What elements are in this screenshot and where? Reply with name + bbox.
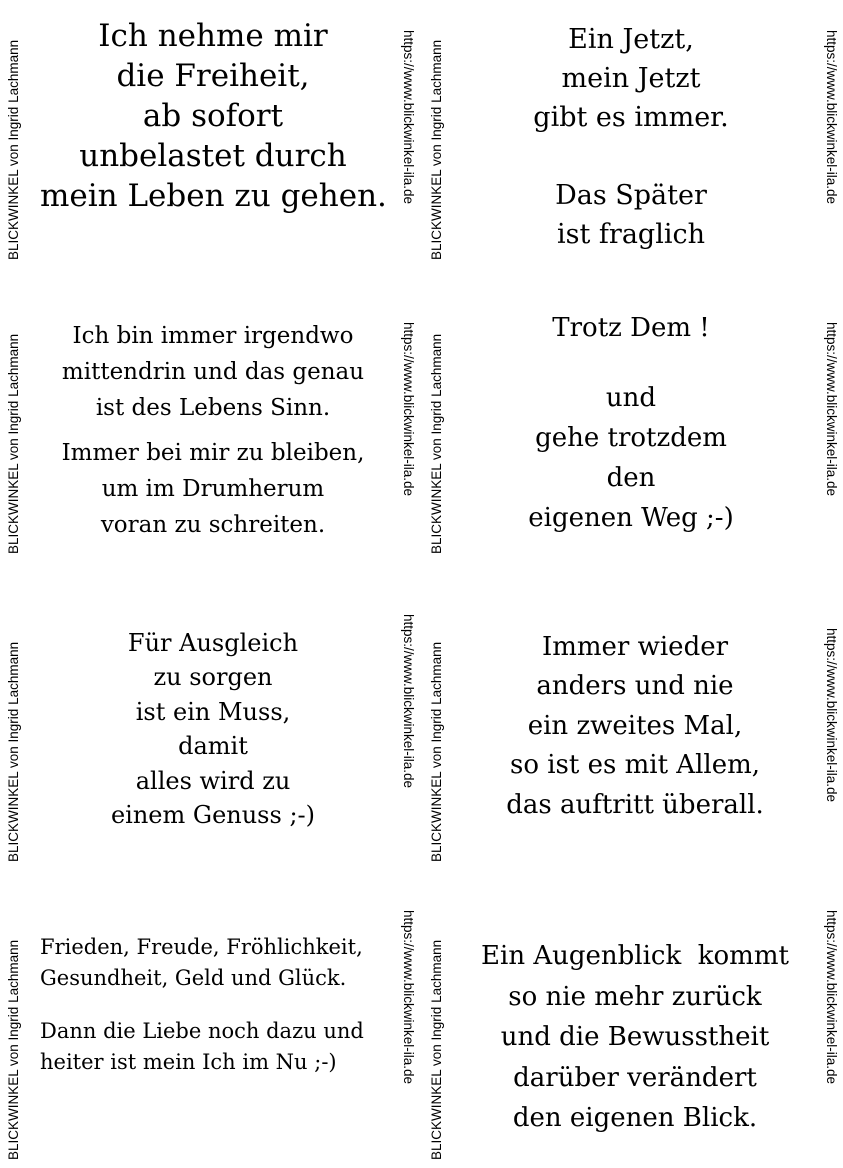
- quote-line: anders und nie: [536, 671, 734, 702]
- quote-line: ein zweites Mal,: [527, 710, 743, 741]
- quote-card: [0, 292, 421, 584]
- quote-line: Gesundheit, Geld und Glück.: [40, 966, 347, 990]
- author-credit: BLICKWINKEL von Ingrid Lachmann: [429, 333, 444, 554]
- quote-text: [475, 628, 795, 825]
- website-url: https://www.blickwinkel-ila.de: [824, 30, 839, 205]
- quote-line: Das Später: [555, 180, 707, 211]
- author-credit: BLICKWINKEL von Ingrid Lachmann: [429, 939, 444, 1160]
- quote-line: den: [606, 463, 656, 493]
- website-url: https://www.blickwinkel-ila.de: [401, 910, 416, 1085]
- author-credit: BLICKWINKEL von Ingrid Lachmann: [6, 641, 21, 862]
- author-credit: BLICKWINKEL von Ingrid Lachmann: [429, 39, 444, 260]
- quote-card: [0, 876, 421, 1168]
- quote-text: [481, 20, 781, 254]
- quote-line: eigenen Weg ;-): [528, 503, 734, 533]
- website-url: https://www.blickwinkel-ila.de: [401, 30, 416, 205]
- quote-paragraph: [40, 932, 386, 994]
- quote-paragraph: [465, 936, 805, 1139]
- quote-line: das auftritt überall.: [506, 789, 764, 820]
- quote-line: ist des Lebens Sinn.: [95, 395, 331, 421]
- author-credit: BLICKWINKEL von Ingrid Lachmann: [6, 39, 21, 260]
- website-url: https://www.blickwinkel-ila.de: [401, 614, 416, 789]
- quote-paragraph: [481, 308, 781, 348]
- quote-line: Ich bin immer irgendwo: [72, 323, 354, 349]
- quote-paragraph: [40, 626, 386, 832]
- quote-line: zu sorgen: [153, 663, 273, 692]
- quote-line: heiter ist mein Ich im Nu ;-): [40, 1050, 337, 1074]
- quote-paragraph: [40, 318, 386, 426]
- quote-text: [40, 932, 386, 1078]
- quote-line: voran zu schreiten.: [100, 512, 326, 538]
- quote-text: [481, 308, 781, 538]
- quote-line: gehe trotzdem: [535, 423, 727, 453]
- quote-line: ist fraglich: [557, 219, 705, 250]
- quote-line: einem Genuss ;-): [110, 801, 316, 830]
- website-url: https://www.blickwinkel-ila.de: [824, 910, 839, 1085]
- quote-paragraph: [481, 176, 781, 254]
- quote-line: so nie mehr zurück: [508, 981, 762, 1012]
- quote-line: Ein Jetzt,: [568, 24, 694, 55]
- quote-paragraph: [481, 378, 781, 538]
- quote-card: [421, 584, 842, 876]
- quote-line: mein Leben zu gehen.: [40, 178, 387, 214]
- quote-line: Trotz Dem !: [552, 313, 710, 343]
- quote-line: alles wird zu: [135, 766, 291, 795]
- website-url: https://www.blickwinkel-ila.de: [824, 322, 839, 497]
- quote-line: Dann die Liebe noch dazu und: [40, 1019, 364, 1043]
- quote-text: [465, 936, 805, 1139]
- quote-line: Ein Augenblick kommt: [481, 941, 789, 971]
- quote-card: [421, 876, 842, 1168]
- quote-line: gibt es immer.: [533, 102, 729, 133]
- quote-card: [0, 0, 421, 292]
- quote-line: Immer wieder: [541, 632, 729, 662]
- quote-line: und die Bewusstheit: [500, 1022, 770, 1052]
- quote-line: damit: [178, 732, 248, 761]
- quote-line: Ich nehme mir: [98, 18, 328, 54]
- quote-card: [421, 292, 842, 584]
- quote-paragraph: [475, 628, 795, 825]
- quote-line: Für Ausgleich: [127, 629, 299, 657]
- quote-line: ab sofort: [142, 98, 284, 134]
- quote-line: den eigenen Blick.: [512, 1103, 758, 1133]
- quote-line: unbelastet durch: [79, 138, 347, 174]
- quote-text: [40, 318, 386, 543]
- quote-text: [40, 626, 386, 832]
- quote-line: mittendrin und das genau: [61, 359, 365, 385]
- quote-line: darüber verändert: [513, 1062, 757, 1093]
- quote-line: die Freiheit,: [116, 58, 310, 94]
- quote-card: [421, 0, 842, 292]
- quote-line: und: [605, 383, 657, 413]
- quote-line: um im Drumherum: [101, 476, 325, 502]
- website-url: https://www.blickwinkel-ila.de: [824, 628, 839, 803]
- quote-paragraph: [481, 20, 781, 137]
- quote-text: [40, 16, 386, 216]
- quote-paragraph: [40, 1016, 386, 1078]
- quote-line: mein Jetzt: [561, 63, 701, 94]
- author-credit: BLICKWINKEL von Ingrid Lachmann: [6, 939, 21, 1160]
- quote-paragraph: [40, 435, 386, 543]
- quote-paragraph: [40, 16, 386, 216]
- quote-card: [0, 584, 421, 876]
- quote-line: Immer bei mir zu bleiben,: [61, 440, 365, 466]
- author-credit: BLICKWINKEL von Ingrid Lachmann: [6, 333, 21, 554]
- author-credit: BLICKWINKEL von Ingrid Lachmann: [429, 641, 444, 862]
- quote-line: so ist es mit Allem,: [509, 750, 761, 781]
- quote-line: ist ein Muss,: [135, 697, 291, 726]
- website-url: https://www.blickwinkel-ila.de: [401, 322, 416, 497]
- quote-line: Frieden, Freude, Fröhlichkeit,: [40, 935, 363, 959]
